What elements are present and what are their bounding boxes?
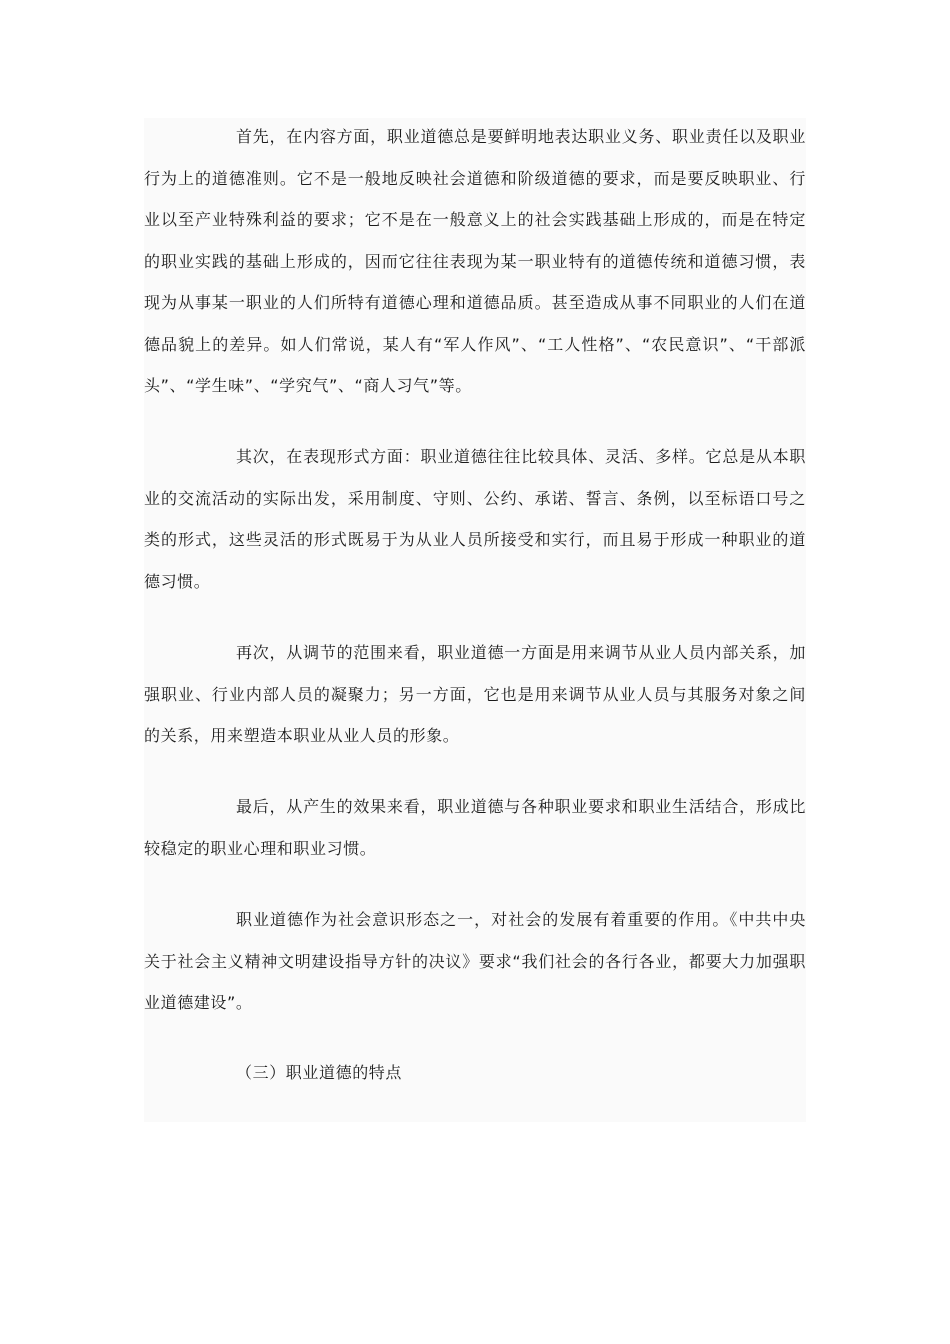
paragraph-form-aspect: 其次，在表现形式方面：职业道德往往比较具体、灵活、多样。它总是从本职业的交流活动的实际出发，采用制度、守则、公约、承诺、誓言、条例，以至标语口号之类的形式，这些灵活的形式既易于为从业人员所接受和实行，而且易于形成一种职业的道德习惯。 [144,447,806,591]
section-heading: （三）职业道德的特点 [236,1063,403,1082]
paragraph-importance: 职业道德作为社会意识形态之一，对社会的发展有着重要的作用。《中共中央关于社会主义精神文明建设指导方针的决议》要求“我们社会的各行各业，都要大力加强职业道德建设”。 [144,910,806,1012]
paragraph-scope-aspect: 再次，从调节的范围来看，职业道德一方面是用来调节从业人员内部关系，加强职业、行业内部人员的凝聚力；另一方面，它也是用来调节从业人员与其服务对象之间的关系，用来塑造本职业从业人员的形象。 [144,643,806,745]
paragraph-effect-aspect: 最后，从产生的效果来看，职业道德与各种职业要求和职业生活结合，形成比较稳定的职业心理和职业习惯。 [144,797,806,858]
paragraph-content-aspect: 首先，在内容方面，职业道德总是要鲜明地表达职业义务、职业责任以及职业行为上的道德准则。它不是一般地反映社会道德和阶级道德的要求，而是要反映职业、行业以至产业特殊利益的要求；它不是在一般意义上的社会实践基础上形成的，而是在特定的职业实践的基础上形成的，因而它往往表现为某一职业特有的道德传统和道德习惯，表现为从事某一职业的人们所特有道德心理和道德品质。甚至造成从事不同职业的人们在道德品貌上的差异。如人们常说，某人有“军人作风”、“工人性格”、“农民意识”、“干部派头”、“学生味”、“学究气”、“商人习气”等。 [144,127,806,395]
